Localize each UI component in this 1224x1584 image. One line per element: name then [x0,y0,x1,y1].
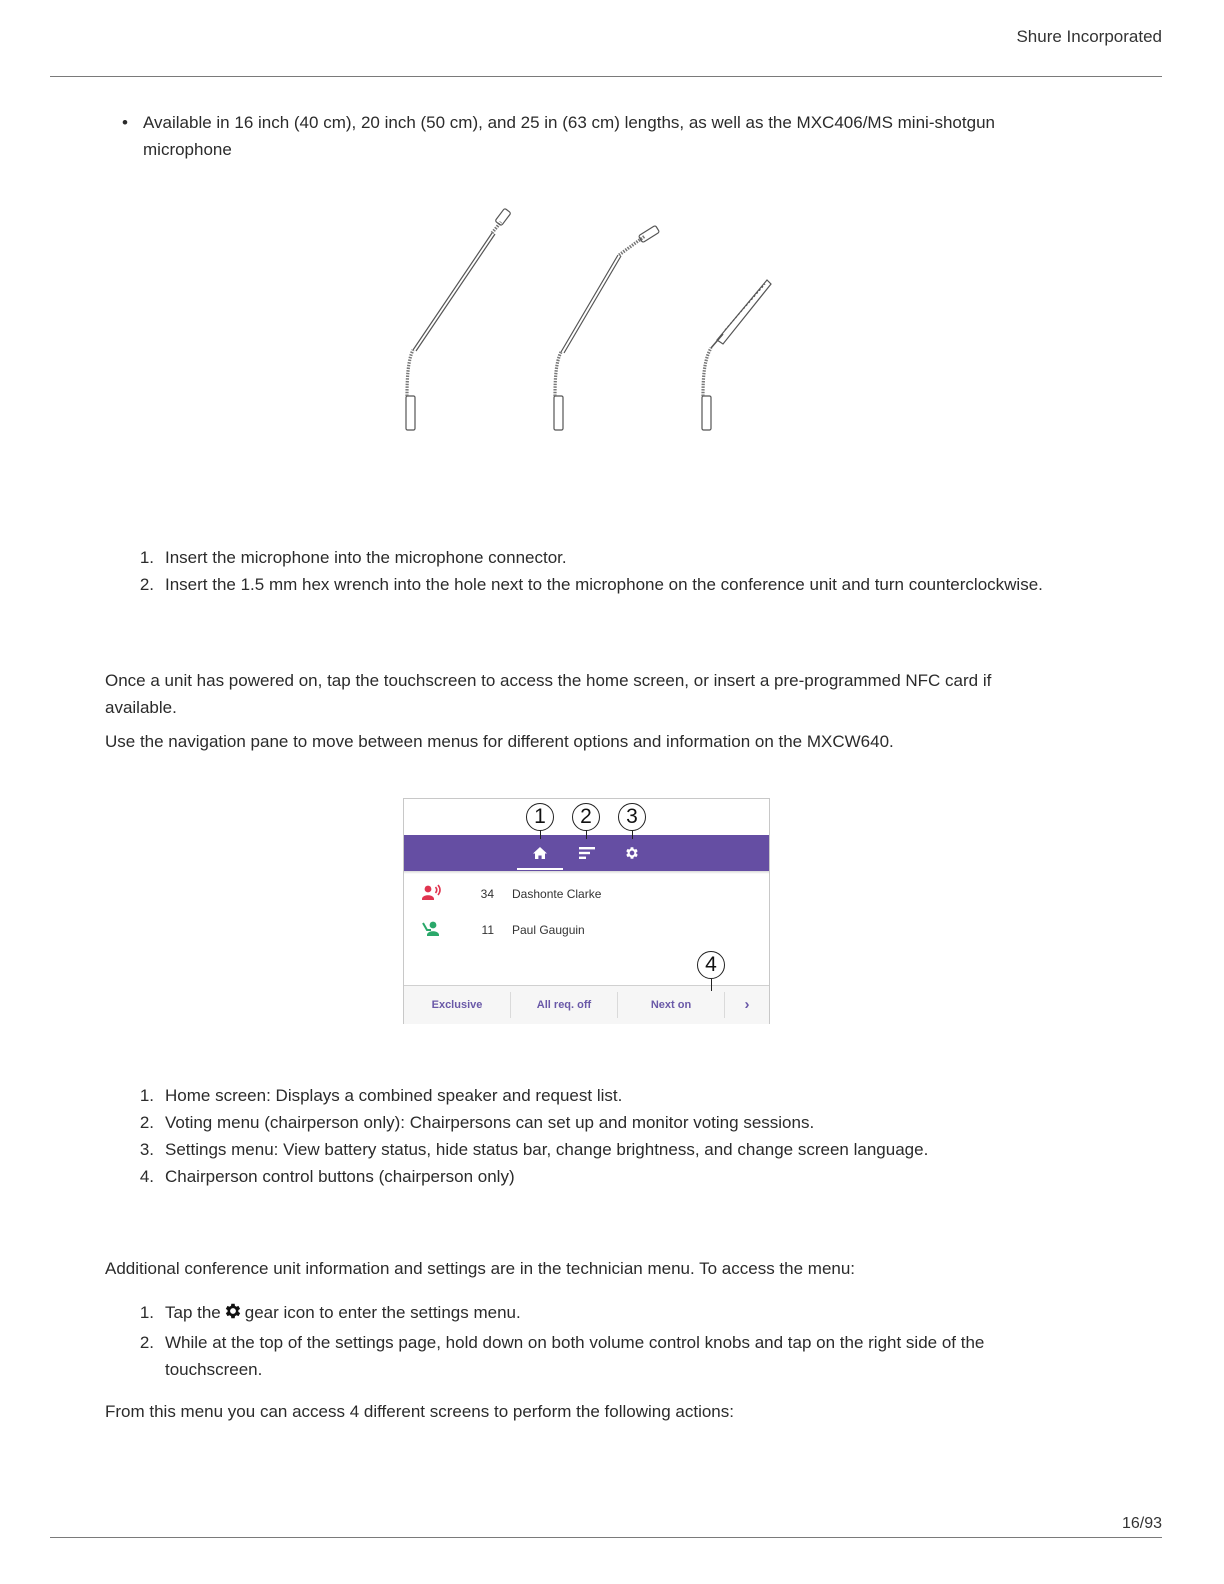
paragraph-power-on: Once a unit has powered on, tap the touchscreen to access the home screen, or insert a pre-programmed NFC card if available. [105,671,992,717]
microphones-illustration [395,200,785,440]
paragraph-navigation: Use the navigation pane to move between menus for different options and information on the MXCW640. [105,732,894,751]
navigation-pane [404,835,769,871]
microphone-20-inch [554,225,660,430]
microphone-mini-shotgun [702,280,771,430]
bullet-text: Available in 16 inch (40 cm), 20 inch (50 cm), and 25 in (63 cm) lengths, as well as the MXC406/MS mini-shotgun microphone [143,113,995,159]
footer-divider [50,1537,1162,1538]
callout-2: 2 [572,803,600,831]
settings-gear-icon[interactable] [622,843,642,863]
home-icon[interactable] [530,843,550,863]
participant-name: Paul Gauguin [512,923,585,937]
all-requests-off-button[interactable]: All req. off [536,999,592,1011]
technician-steps [130,1299,1030,1383]
seat-number: 11 [481,923,494,937]
legend-item: 3. Settings menu: View battery status, hide status bar, change brightness, and change screen language. [139,1140,929,1159]
speaker-list-row[interactable] [404,882,769,906]
bullet-marker: • [122,113,128,132]
legend-item: 4. Chairperson control buttons (chairperson only) [139,1167,515,1186]
request-icon [422,920,442,941]
callout-1: 1 [526,803,554,831]
header-company: Shure Incorporated [1016,27,1162,46]
legend-item: 1. Home screen: Displays a combined speaker and request list. [139,1086,623,1105]
gear-icon [223,1301,243,1329]
page-number: 16/93 [1121,1515,1162,1532]
intro-bullet [122,109,1052,163]
install-step: 1. Insert the microphone into the microphone connector. [139,548,567,567]
participant-name: Dashonte Clarke [512,887,602,901]
exclusive-button[interactable]: Exclusive [431,999,483,1011]
paragraph-technician-menu: Additional conference unit information and settings are in the technician menu. To access the menu: [105,1259,856,1278]
tech-step: 1. Tap the gear icon to enter the settings menu. [130,1299,1030,1329]
chairperson-control-buttons [404,985,769,1024]
touchscreen-diagram [403,798,770,1024]
navigation-legend [130,1082,928,1190]
callout-3: 3 [618,803,646,831]
active-tab-indicator [517,868,563,870]
install-steps [130,544,1043,598]
speaking-icon [422,884,442,905]
legend-item: 2. Voting menu (chairperson only): Chairpersons can set up and monitor voting sessions. [139,1113,815,1132]
seat-number: 34 [480,887,494,901]
callout-4: 4 [697,951,725,979]
microphone-16-inch [406,208,511,430]
next-on-button[interactable]: Next on [650,999,692,1011]
tech-step: 2. While at the top of the settings page, hold down on both volume control knobs and tap on the right side of the touchscreen. [139,1333,985,1379]
request-list-row[interactable] [404,918,769,942]
paragraph-screens: From this menu you can access 4 different screens to perform the following actions: [105,1402,734,1421]
voting-menu-icon[interactable] [577,843,597,863]
more-buttons-chevron-icon[interactable]: › [744,996,750,1013]
install-step: 2. Insert the 1.5 mm hex wrench into the hole next to the microphone on the conference unit and turn counterclockwise. [139,575,1043,594]
header-divider [50,76,1162,77]
